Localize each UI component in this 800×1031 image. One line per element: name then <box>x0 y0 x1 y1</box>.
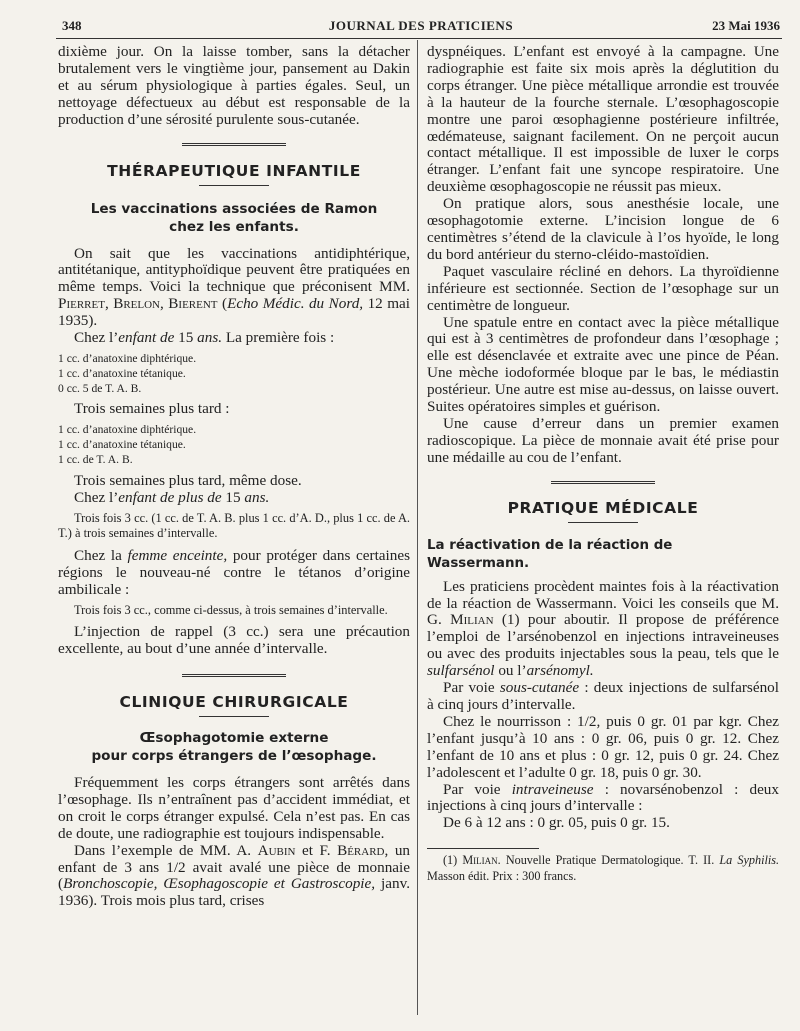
left-column <box>58 44 410 910</box>
intravenous-paragraph: Par voie intraveineuse : novarsénobenzol : deux injections à cinq jours d’intervalle : <box>427 780 779 815</box>
three-weeks-later-1: Trois semaines plus tard : <box>74 399 230 417</box>
article-title-line1: Les vaccinations associées de Ramon <box>90 200 378 217</box>
section-title-clinique: CLINIQUE CHIRURGICALE <box>119 693 349 711</box>
article-title-vaccinations <box>58 200 410 236</box>
child-15-line: Chez l’enfant de 15 ans. La première fois : <box>74 329 335 347</box>
source-journal: Echo Médic. du Nord, <box>227 295 364 313</box>
authors: Pierret, Brelon, Bierent <box>58 295 218 313</box>
section-title-therapeutique: THÉRAPEUTIQUE INFANTILE <box>107 161 361 180</box>
running-head <box>62 16 780 36</box>
dose-line: 1 cc. d’anatoxine tétanique. <box>58 366 186 380</box>
article-title-line2: chez les enfants. <box>169 218 299 235</box>
dosage-by-age-paragraph: Chez le nourrisson : 1/2, puis 0 gr. 01 par kgr. Chez l’enfant jusqu’à 10 ans : 0 gr. 06, puis 0 gr. 12. Chez l’enfant de 10 ans et plus : 0 gr. 12, puis 0 gr. 24. Chez l’adolescent et l’adulte 0 gr. 18, puis 0 gr. 30. <box>427 712 779 781</box>
continuation-paragraph: dyspnéiques. L’enfant est envoyé à la campagne. Une radiographie est faite six mois après la déglutition du corps étranger. Une pièce métallique arrondie est trouvée à la hauteur de la fourche sternale. L’œsophagoscopie montre une paroi œsophagienne postérieure infiltrée, œdémateuse, saignant facilement. On ne perçoit aucun contact métallique. Il est impossible de luxer le corps étranger. L’enfant fait une syncope respiratoire. Une deuxième œsophagoscopie ne réussit pas mieux. <box>427 43 779 196</box>
wassermann-intro-paragraph: Les praticiens procèdent maintes fois à la réactivation de la réaction de Wassermann. Voici les conseils que M. G. Milian (1) pour aboutir. Il propose de préférence l’emploi de l’arsénobenzol en injections intraveineuses ou avec des produits injectables sous la peau, tels que le sulfarsénol ou l’arsénomyl. <box>427 577 779 680</box>
column-divider <box>417 40 418 1015</box>
article-title-wassermann: La réactivation de la réaction de Wassermann. <box>427 537 673 571</box>
article-title-line2: pour corps étrangers de l’œsophage. <box>91 748 377 764</box>
issue-date: 23 Mai 1936 <box>712 18 780 33</box>
dose-line: 1 cc. de T. A. B. <box>58 452 133 466</box>
intravenous-dose-line: De 6 à 12 ans : 0 gr. 05, puis 0 gr. 15. <box>443 814 670 832</box>
anesthesia-paragraph: On pratique alors, sous anesthésie locale, une œsophagotomie externe. L’incision longue de 6 centimètres s’étend de la clavicule à l’os hyoïde, le long du bord antérieur du sterno-cléido-mastoïdien. <box>427 195 779 263</box>
error-paragraph: Une cause d’erreur dans un premier examen radioscopique. La pièce de monnaie avait été prise pour une médaille au cou de l’enfant. <box>427 414 779 466</box>
dosage-note: Trois fois 3 cc. (1 cc. de T. A. B. plus 1 cc. d’A. D., plus 1 cc. de A. T.) à trois semaines d’intervalle. <box>58 510 410 541</box>
journal-title: JOURNAL DES PRATICIENS <box>328 18 514 33</box>
article-title-oesophagotomie <box>58 729 410 765</box>
subcutaneous-paragraph: Par voie sous-cutanée : deux injections de sulfarsénol à cinq jours d’intervalle. <box>427 679 779 713</box>
three-weeks-later-2: Trois semaines plus tard, même dose. <box>74 471 302 489</box>
booster-paragraph: L’injection de rappel (3 cc.) sera une précaution excellente, au bout d’une année d’intervalle. <box>58 623 410 658</box>
page-number: 348 <box>62 18 82 33</box>
dose-line: 1 cc. d’anatoxine diphtérique. <box>58 351 197 365</box>
section-title-pratique: PRATIQUE MÉDICALE <box>507 498 699 517</box>
vascular-paragraph: Paquet vasculaire récliné en dehors. La thyroïdienne inférieure est sectionnée. Section de l’œsophage sur un centimètre de longueur. <box>427 262 779 314</box>
spatula-paragraph: Une spatule entre en contact avec la pièce métallique qui est à 3 centimètres de profondeur dans l’œsophage ; elle est désenclavée et extraite avec une pince de Péan. Une mèche iodoformée bloque par le bas, le médiastin postérieur. Une autre est mise au-dessus, on laisse ouvert. Suites opératoires simples et guérison. <box>427 313 779 416</box>
intro-paragraph: dixième jour. On la laisse tomber, sans la détacher brutalement vers le vingtième jour, pansement au Dakin et au sérum physiologique à parties égales. Seul, un nettoyage défectueux au début est responsable de la production d’une sérosité purulente sous-cutanée. <box>58 43 410 128</box>
dose-line: 0 cc. 5 de T. A. B. <box>58 381 142 395</box>
case-example-paragraph: Dans l’exemple de MM. A. Aubin et F. Bérard, un enfant de 3 ans 1/2 avait avalé une pièce de monnaie (Bronchoscopie, Œsophagoscopie et Gastroscopie, janv. 1936). Trois mois plus tard, crises <box>58 841 411 910</box>
pregnant-woman-paragraph: Chez la femme enceinte, pour protéger dans certaines régions le nouveau-né contre le tétanos d’origine ambilicale : <box>58 546 411 598</box>
header-rule <box>56 38 782 39</box>
dose-line: 1 cc. d’anatoxine tétanique. <box>58 437 186 451</box>
dose-line: 1 cc. d’anatoxine diphtérique. <box>58 422 197 436</box>
oesophagus-intro-paragraph: Fréquemment les corps étrangers sont arrêtés dans l’œsophage. Ils n’entraînent pas d’accident immédiat, et on croit le corps étranger expulsé. Cela n’est pas. En cas de doute, une radiographie est toujours indispensable. <box>58 774 410 842</box>
footnote: (1) Milian. Nouvelle Pratique Dermatologique. T. II. La Syphilis. Masson édit. Prix : 300 francs. <box>427 853 780 883</box>
article-title-line1: Œsophagotomie externe <box>139 730 329 746</box>
right-column <box>427 44 779 884</box>
vaccination-intro-paragraph: On sait que les vaccinations antidiphtérique, antitétanique, antityphoïdique peuvent être pratiquées en même temps. Voici la technique que préconisent MM. Pierret, Brelon, Bierent (Echo Médic. du Nord, 12 mai 1935). <box>58 244 411 330</box>
child-over-15-line: Chez l’enfant de plus de 15 ans. <box>74 488 270 506</box>
dosage-note: Trois fois 3 cc., comme ci-dessus, à trois semaines d’intervalle. <box>74 602 388 617</box>
